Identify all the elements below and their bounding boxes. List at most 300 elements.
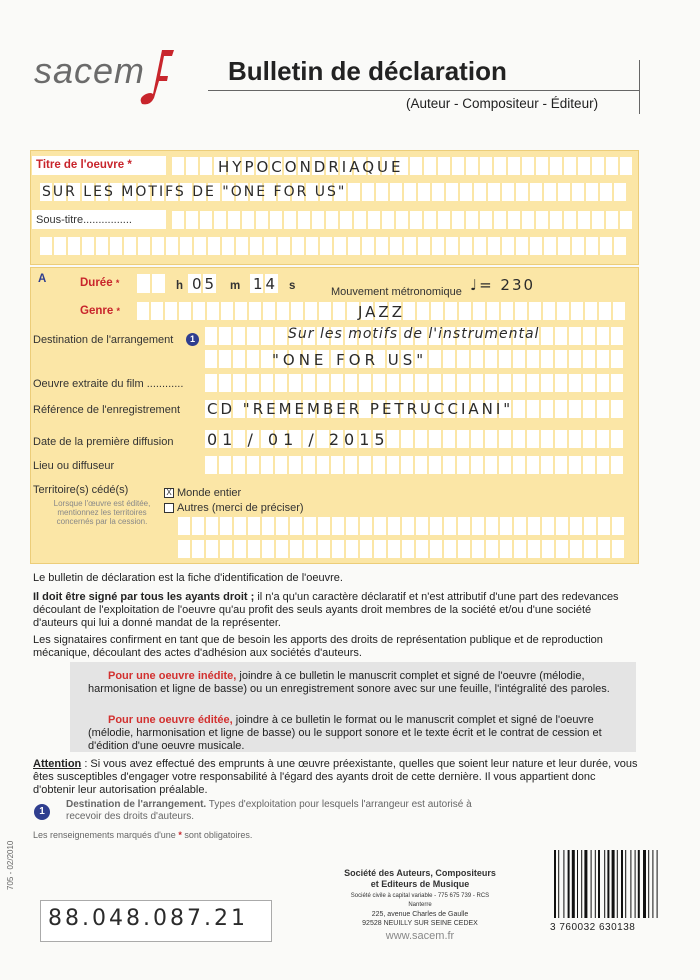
input-cell[interactable]	[473, 302, 485, 320]
input-cell[interactable]	[235, 302, 247, 320]
input-cell[interactable]	[194, 237, 206, 255]
input-cell[interactable]	[360, 517, 372, 535]
input-cell[interactable]	[494, 157, 506, 175]
input-cell[interactable]	[221, 302, 233, 320]
input-cell[interactable]	[186, 157, 198, 175]
input-cell[interactable]	[206, 540, 218, 558]
input-cell[interactable]	[317, 456, 329, 474]
input-cell[interactable]	[527, 456, 539, 474]
input-cell[interactable]	[334, 237, 346, 255]
input-cell[interactable]	[446, 183, 458, 201]
input-cell[interactable]	[275, 456, 287, 474]
input-cell[interactable]	[445, 302, 457, 320]
input-cell[interactable]	[569, 350, 581, 368]
input-cell[interactable]	[304, 517, 316, 535]
input-cell[interactable]	[208, 237, 220, 255]
input-cell[interactable]	[592, 211, 604, 229]
input-cell[interactable]	[205, 350, 217, 368]
input-cell[interactable]	[284, 211, 296, 229]
input-cell[interactable]	[530, 183, 542, 201]
input-cell[interactable]	[345, 374, 357, 392]
input-cell[interactable]	[485, 374, 497, 392]
input-cell[interactable]	[486, 517, 498, 535]
lieu-cells[interactable]	[205, 456, 625, 474]
input-cell[interactable]	[515, 302, 527, 320]
input-cell[interactable]	[151, 302, 163, 320]
input-cell[interactable]	[207, 302, 219, 320]
input-cell[interactable]	[488, 237, 500, 255]
input-cell[interactable]	[390, 183, 402, 201]
input-cell[interactable]	[613, 302, 625, 320]
input-cell[interactable]	[152, 237, 164, 255]
input-cell[interactable]	[586, 183, 598, 201]
input-cell[interactable]	[620, 157, 632, 175]
input-cell[interactable]	[598, 517, 610, 535]
input-cell[interactable]	[430, 517, 442, 535]
input-cell[interactable]	[458, 540, 470, 558]
input-cell[interactable]	[222, 237, 234, 255]
input-cell[interactable]	[376, 183, 388, 201]
input-cell[interactable]	[348, 237, 360, 255]
input-cell[interactable]	[138, 237, 150, 255]
input-cell[interactable]	[530, 237, 542, 255]
input-cell[interactable]	[513, 374, 525, 392]
input-cell[interactable]	[270, 211, 282, 229]
input-cell[interactable]	[502, 237, 514, 255]
input-cell[interactable]	[289, 374, 301, 392]
input-cell[interactable]	[460, 183, 472, 201]
input-cell[interactable]	[275, 374, 287, 392]
input-cell[interactable]	[556, 517, 568, 535]
input-cell[interactable]	[219, 350, 231, 368]
input-cell[interactable]	[606, 157, 618, 175]
input-cell[interactable]	[390, 237, 402, 255]
input-cell[interactable]	[332, 517, 344, 535]
input-cell[interactable]	[527, 430, 539, 448]
input-cell[interactable]	[611, 456, 623, 474]
input-cell[interactable]	[611, 400, 623, 418]
input-cell[interactable]	[261, 374, 273, 392]
input-cell[interactable]	[319, 302, 331, 320]
input-cell[interactable]	[597, 430, 609, 448]
input-cell[interactable]	[527, 350, 539, 368]
input-cell[interactable]	[542, 540, 554, 558]
input-cell[interactable]	[401, 456, 413, 474]
input-cell[interactable]	[500, 517, 512, 535]
input-cell[interactable]	[499, 430, 511, 448]
input-cell[interactable]	[320, 237, 332, 255]
input-cell[interactable]	[374, 517, 386, 535]
input-cell[interactable]	[429, 456, 441, 474]
input-cell[interactable]	[513, 456, 525, 474]
input-cell[interactable]	[178, 517, 190, 535]
input-cell[interactable]	[443, 350, 455, 368]
input-cell[interactable]	[612, 517, 624, 535]
input-cell[interactable]	[40, 237, 52, 255]
input-cell[interactable]	[488, 183, 500, 201]
input-cell[interactable]	[569, 430, 581, 448]
input-cell[interactable]	[501, 302, 513, 320]
input-cell[interactable]	[396, 211, 408, 229]
input-cell[interactable]	[304, 540, 316, 558]
input-cell[interactable]	[261, 456, 273, 474]
input-cell[interactable]	[277, 302, 289, 320]
input-cell[interactable]	[592, 157, 604, 175]
input-cell[interactable]	[499, 374, 511, 392]
input-cell[interactable]	[214, 211, 226, 229]
input-cell[interactable]	[110, 237, 122, 255]
input-cell[interactable]	[247, 327, 259, 345]
input-cell[interactable]	[614, 237, 626, 255]
input-cell[interactable]	[418, 183, 430, 201]
input-cell[interactable]	[278, 237, 290, 255]
input-cell[interactable]	[513, 400, 525, 418]
input-cell[interactable]	[529, 302, 541, 320]
input-cell[interactable]	[597, 327, 609, 345]
input-cell[interactable]	[172, 157, 184, 175]
input-cell[interactable]	[418, 237, 430, 255]
input-cell[interactable]	[332, 540, 344, 558]
input-cell[interactable]	[500, 540, 512, 558]
input-cell[interactable]	[298, 211, 310, 229]
input-cell[interactable]	[354, 211, 366, 229]
film-cells[interactable]	[205, 374, 625, 392]
input-cell[interactable]	[82, 237, 94, 255]
input-cell[interactable]	[431, 302, 443, 320]
input-cell[interactable]	[564, 211, 576, 229]
input-cell[interactable]	[543, 302, 555, 320]
input-cell[interactable]	[264, 237, 276, 255]
input-cell[interactable]	[303, 374, 315, 392]
input-cell[interactable]	[443, 430, 455, 448]
input-cell[interactable]	[346, 517, 358, 535]
input-cell[interactable]	[556, 540, 568, 558]
input-cell[interactable]	[178, 540, 190, 558]
input-cell[interactable]	[569, 400, 581, 418]
input-cell[interactable]	[514, 540, 526, 558]
duree-hours-cell-2[interactable]	[152, 274, 165, 293]
input-cell[interactable]	[359, 374, 371, 392]
input-cell[interactable]	[528, 540, 540, 558]
input-cell[interactable]	[382, 211, 394, 229]
input-cell[interactable]	[368, 211, 380, 229]
input-cell[interactable]	[236, 237, 248, 255]
input-cell[interactable]	[472, 540, 484, 558]
input-cell[interactable]	[612, 540, 624, 558]
input-cell[interactable]	[312, 211, 324, 229]
input-cell[interactable]	[599, 302, 611, 320]
input-cell[interactable]	[600, 183, 612, 201]
option-autres[interactable]: Autres (merci de préciser)	[164, 502, 304, 514]
input-cell[interactable]	[597, 374, 609, 392]
input-cell[interactable]	[249, 302, 261, 320]
input-cell[interactable]	[444, 540, 456, 558]
input-cell[interactable]	[96, 237, 108, 255]
input-cell[interactable]	[471, 350, 483, 368]
input-cell[interactable]	[480, 211, 492, 229]
input-cell[interactable]	[485, 456, 497, 474]
input-cell[interactable]	[234, 517, 246, 535]
input-cell[interactable]	[474, 183, 486, 201]
input-cell[interactable]	[606, 211, 618, 229]
input-cell[interactable]	[192, 517, 204, 535]
input-cell[interactable]	[290, 517, 302, 535]
input-cell[interactable]	[487, 302, 499, 320]
input-cell[interactable]	[555, 374, 567, 392]
input-cell[interactable]	[291, 302, 303, 320]
input-cell[interactable]	[348, 183, 360, 201]
input-cell[interactable]	[578, 211, 590, 229]
input-cell[interactable]	[256, 211, 268, 229]
input-cell[interactable]	[233, 374, 245, 392]
input-cell[interactable]	[68, 237, 80, 255]
input-cell[interactable]	[247, 456, 259, 474]
input-cell[interactable]	[528, 517, 540, 535]
input-cell[interactable]	[417, 302, 429, 320]
input-cell[interactable]	[429, 374, 441, 392]
input-cell[interactable]	[569, 456, 581, 474]
input-cell[interactable]	[233, 327, 245, 345]
territoire-cells-row2[interactable]	[178, 540, 626, 558]
input-cell[interactable]	[555, 400, 567, 418]
input-cell[interactable]	[558, 237, 570, 255]
input-cell[interactable]	[247, 374, 259, 392]
input-cell[interactable]	[458, 517, 470, 535]
input-cell[interactable]	[432, 237, 444, 255]
autres-checkbox[interactable]	[164, 503, 174, 513]
input-cell[interactable]	[457, 430, 469, 448]
territoire-cells-row1[interactable]	[178, 517, 626, 535]
input-cell[interactable]	[555, 350, 567, 368]
input-cell[interactable]	[513, 430, 525, 448]
input-cell[interactable]	[430, 540, 442, 558]
input-cell[interactable]	[584, 517, 596, 535]
input-cell[interactable]	[248, 540, 260, 558]
input-cell[interactable]	[494, 211, 506, 229]
input-cell[interactable]	[541, 456, 553, 474]
input-cell[interactable]	[276, 517, 288, 535]
input-cell[interactable]	[541, 400, 553, 418]
input-cell[interactable]	[424, 211, 436, 229]
input-cell[interactable]	[54, 237, 66, 255]
input-cell[interactable]	[228, 211, 240, 229]
sous-titre-cells-row1[interactable]	[172, 211, 634, 229]
input-cell[interactable]	[402, 517, 414, 535]
input-cell[interactable]	[485, 430, 497, 448]
input-cell[interactable]	[452, 211, 464, 229]
input-cell[interactable]	[247, 350, 259, 368]
input-cell[interactable]	[180, 237, 192, 255]
input-cell[interactable]	[306, 237, 318, 255]
input-cell[interactable]	[536, 157, 548, 175]
input-cell[interactable]	[452, 157, 464, 175]
input-cell[interactable]	[583, 350, 595, 368]
input-cell[interactable]	[276, 540, 288, 558]
input-cell[interactable]	[597, 456, 609, 474]
input-cell[interactable]	[499, 456, 511, 474]
input-cell[interactable]	[570, 540, 582, 558]
input-cell[interactable]	[415, 456, 427, 474]
input-cell[interactable]	[583, 374, 595, 392]
input-cell[interactable]	[401, 430, 413, 448]
input-cell[interactable]	[572, 237, 584, 255]
input-cell[interactable]	[611, 350, 623, 368]
input-cell[interactable]	[233, 456, 245, 474]
input-cell[interactable]	[583, 456, 595, 474]
input-cell[interactable]	[550, 211, 562, 229]
input-cell[interactable]	[457, 350, 469, 368]
input-cell[interactable]	[429, 430, 441, 448]
input-cell[interactable]	[374, 540, 386, 558]
input-cell[interactable]	[346, 540, 358, 558]
input-cell[interactable]	[401, 374, 413, 392]
input-cell[interactable]	[555, 430, 567, 448]
input-cell[interactable]	[388, 517, 400, 535]
input-cell[interactable]	[432, 183, 444, 201]
input-cell[interactable]	[360, 540, 372, 558]
input-cell[interactable]	[193, 302, 205, 320]
input-cell[interactable]	[205, 327, 217, 345]
input-cell[interactable]	[415, 374, 427, 392]
input-cell[interactable]	[404, 237, 416, 255]
input-cell[interactable]	[446, 237, 458, 255]
input-cell[interactable]	[331, 374, 343, 392]
input-cell[interactable]	[410, 157, 422, 175]
input-cell[interactable]	[200, 211, 212, 229]
input-cell[interactable]	[305, 302, 317, 320]
input-cell[interactable]	[165, 302, 177, 320]
input-cell[interactable]	[359, 456, 371, 474]
input-cell[interactable]	[410, 211, 422, 229]
input-cell[interactable]	[471, 456, 483, 474]
input-cell[interactable]	[486, 540, 498, 558]
input-cell[interactable]	[578, 157, 590, 175]
input-cell[interactable]	[416, 517, 428, 535]
input-cell[interactable]	[485, 350, 497, 368]
input-cell[interactable]	[219, 374, 231, 392]
input-cell[interactable]	[424, 157, 436, 175]
input-cell[interactable]	[220, 517, 232, 535]
input-cell[interactable]	[583, 400, 595, 418]
input-cell[interactable]	[404, 183, 416, 201]
input-cell[interactable]	[331, 456, 343, 474]
input-cell[interactable]	[263, 302, 275, 320]
input-cell[interactable]	[333, 302, 345, 320]
input-cell[interactable]	[513, 350, 525, 368]
input-cell[interactable]	[614, 183, 626, 201]
input-cell[interactable]	[571, 302, 583, 320]
input-cell[interactable]	[544, 237, 556, 255]
input-cell[interactable]	[303, 456, 315, 474]
input-cell[interactable]	[362, 183, 374, 201]
input-cell[interactable]	[555, 456, 567, 474]
input-cell[interactable]	[527, 400, 539, 418]
input-cell[interactable]	[443, 456, 455, 474]
input-cell[interactable]	[340, 211, 352, 229]
input-cell[interactable]	[250, 237, 262, 255]
input-cell[interactable]	[570, 517, 582, 535]
input-cell[interactable]	[541, 327, 553, 345]
input-cell[interactable]	[522, 157, 534, 175]
input-cell[interactable]	[206, 517, 218, 535]
input-cell[interactable]	[466, 211, 478, 229]
input-cell[interactable]	[611, 374, 623, 392]
input-cell[interactable]	[586, 237, 598, 255]
input-cell[interactable]	[555, 327, 567, 345]
input-cell[interactable]	[471, 430, 483, 448]
input-cell[interactable]	[402, 540, 414, 558]
input-cell[interactable]	[598, 540, 610, 558]
input-cell[interactable]	[471, 374, 483, 392]
input-cell[interactable]	[611, 430, 623, 448]
input-cell[interactable]	[234, 540, 246, 558]
input-cell[interactable]	[597, 400, 609, 418]
input-cell[interactable]	[373, 374, 385, 392]
input-cell[interactable]	[205, 374, 217, 392]
input-cell[interactable]	[172, 211, 184, 229]
input-cell[interactable]	[516, 183, 528, 201]
input-cell[interactable]	[459, 302, 471, 320]
input-cell[interactable]	[583, 430, 595, 448]
input-cell[interactable]	[584, 540, 596, 558]
input-cell[interactable]	[457, 374, 469, 392]
input-cell[interactable]	[569, 374, 581, 392]
input-cell[interactable]	[318, 540, 330, 558]
input-cell[interactable]	[583, 327, 595, 345]
input-cell[interactable]	[326, 211, 338, 229]
input-cell[interactable]	[527, 374, 539, 392]
input-cell[interactable]	[248, 517, 260, 535]
input-cell[interactable]	[514, 517, 526, 535]
input-cell[interactable]	[600, 237, 612, 255]
input-cell[interactable]	[550, 157, 562, 175]
input-cell[interactable]	[219, 456, 231, 474]
website-link[interactable]: www.sacem.fr	[385, 930, 455, 942]
input-cell[interactable]	[544, 183, 556, 201]
input-cell[interactable]	[275, 327, 287, 345]
input-cell[interactable]	[220, 540, 232, 558]
input-cell[interactable]	[387, 374, 399, 392]
input-cell[interactable]	[541, 350, 553, 368]
input-cell[interactable]	[262, 517, 274, 535]
input-cell[interactable]	[522, 211, 534, 229]
input-cell[interactable]	[387, 456, 399, 474]
input-cell[interactable]	[564, 157, 576, 175]
input-cell[interactable]	[597, 350, 609, 368]
input-cell[interactable]	[233, 350, 245, 368]
input-cell[interactable]	[611, 327, 623, 345]
monde-checkbox[interactable]: X	[164, 488, 174, 498]
input-cell[interactable]	[388, 540, 400, 558]
input-cell[interactable]	[416, 540, 428, 558]
input-cell[interactable]	[516, 237, 528, 255]
input-cell[interactable]	[292, 237, 304, 255]
input-cell[interactable]	[415, 430, 427, 448]
input-cell[interactable]	[572, 183, 584, 201]
duree-hours-cell-1[interactable]	[137, 274, 150, 293]
input-cell[interactable]	[502, 183, 514, 201]
input-cell[interactable]	[317, 374, 329, 392]
option-monde-entier[interactable]: X Monde entier	[164, 487, 241, 499]
input-cell[interactable]	[508, 211, 520, 229]
input-cell[interactable]	[557, 302, 569, 320]
input-cell[interactable]	[262, 540, 274, 558]
input-cell[interactable]	[569, 327, 581, 345]
input-cell[interactable]	[429, 350, 441, 368]
input-cell[interactable]	[438, 211, 450, 229]
input-cell[interactable]	[289, 456, 301, 474]
input-cell[interactable]	[345, 456, 357, 474]
